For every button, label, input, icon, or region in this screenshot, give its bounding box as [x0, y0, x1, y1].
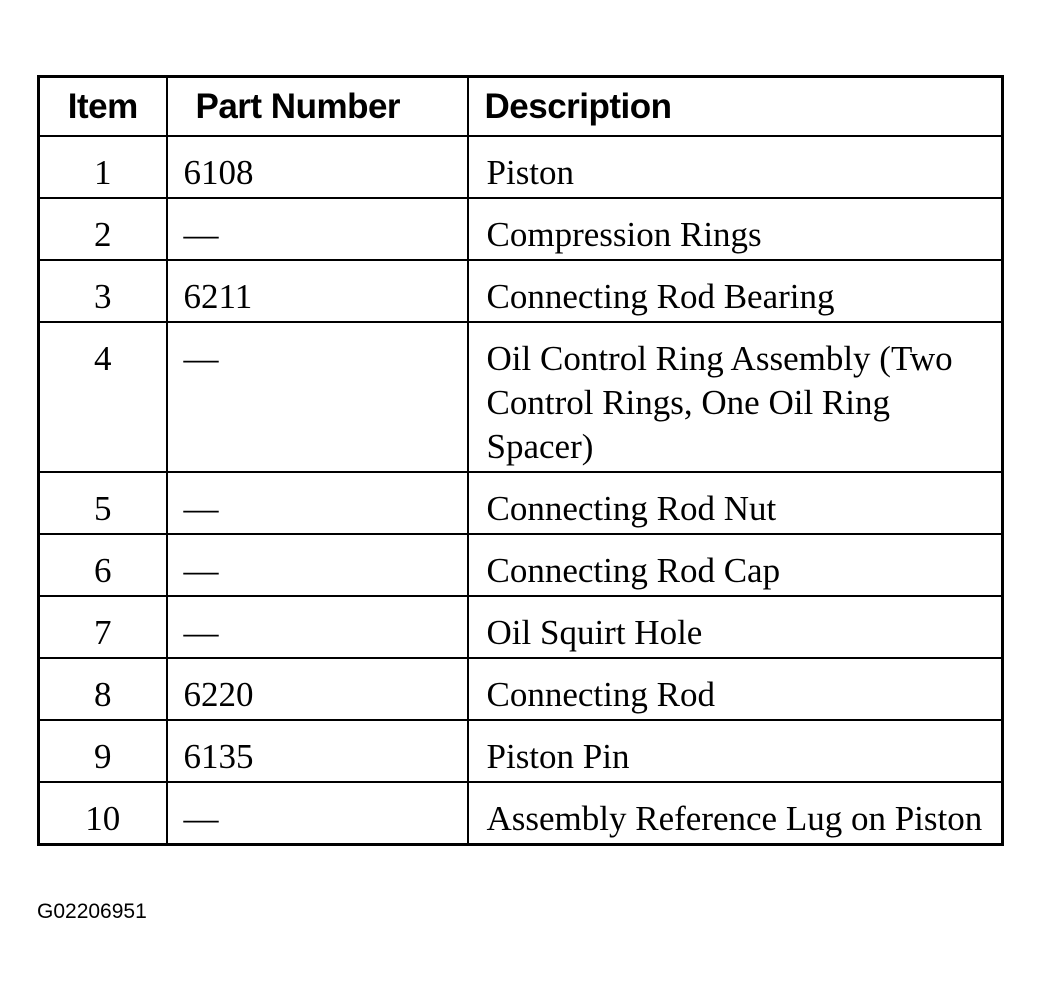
figure-code: G02206951: [37, 900, 147, 923]
header-description: Description: [468, 77, 1003, 137]
part-number-cell: 6135: [167, 720, 468, 782]
part-number-cell: —: [167, 534, 468, 596]
description-cell: Connecting Rod Bearing: [468, 260, 1003, 322]
table-row: [39, 260, 1003, 322]
item-cell: 1: [39, 136, 167, 198]
item-cell: 5: [39, 472, 167, 534]
item-cell: 9: [39, 720, 167, 782]
table-row: [39, 658, 1003, 720]
item-cell: 4: [39, 322, 167, 472]
part-number-cell: 6108: [167, 136, 468, 198]
table-row: [39, 596, 1003, 658]
part-number-cell: 6220: [167, 658, 468, 720]
table-row: [39, 782, 1003, 845]
part-number-cell: —: [167, 322, 468, 472]
table-row: [39, 136, 1003, 198]
part-number-cell: 6211: [167, 260, 468, 322]
item-cell: 7: [39, 596, 167, 658]
table-row: [39, 720, 1003, 782]
table-row: [39, 322, 1003, 472]
table-row: [39, 198, 1003, 260]
description-cell: Piston Pin: [468, 720, 1003, 782]
table-body: [39, 136, 1003, 845]
description-cell: Connecting Rod Nut: [468, 472, 1003, 534]
table-header: [39, 77, 1003, 137]
part-number-cell: —: [167, 596, 468, 658]
part-number-cell: —: [167, 472, 468, 534]
parts-table: [37, 75, 1004, 846]
description-cell: Oil Control Ring Assembly (Two Control Rings, One Oil Ring Spacer): [468, 322, 1003, 472]
description-cell: Piston: [468, 136, 1003, 198]
description-cell: Assembly Reference Lug on Piston: [468, 782, 1003, 845]
item-cell: 10: [39, 782, 167, 845]
part-number-cell: —: [167, 198, 468, 260]
item-cell: 8: [39, 658, 167, 720]
header-part-number: Part Number: [167, 77, 468, 137]
table-row: [39, 472, 1003, 534]
item-cell: 6: [39, 534, 167, 596]
header-item: Item: [39, 77, 167, 137]
part-number-cell: —: [167, 782, 468, 845]
description-cell: Connecting Rod: [468, 658, 1003, 720]
item-cell: 2: [39, 198, 167, 260]
item-cell: 3: [39, 260, 167, 322]
description-cell: Oil Squirt Hole: [468, 596, 1003, 658]
description-cell: Compression Rings: [468, 198, 1003, 260]
header-row: [39, 77, 1003, 137]
description-cell: Connecting Rod Cap: [468, 534, 1003, 596]
table-row: [39, 534, 1003, 596]
